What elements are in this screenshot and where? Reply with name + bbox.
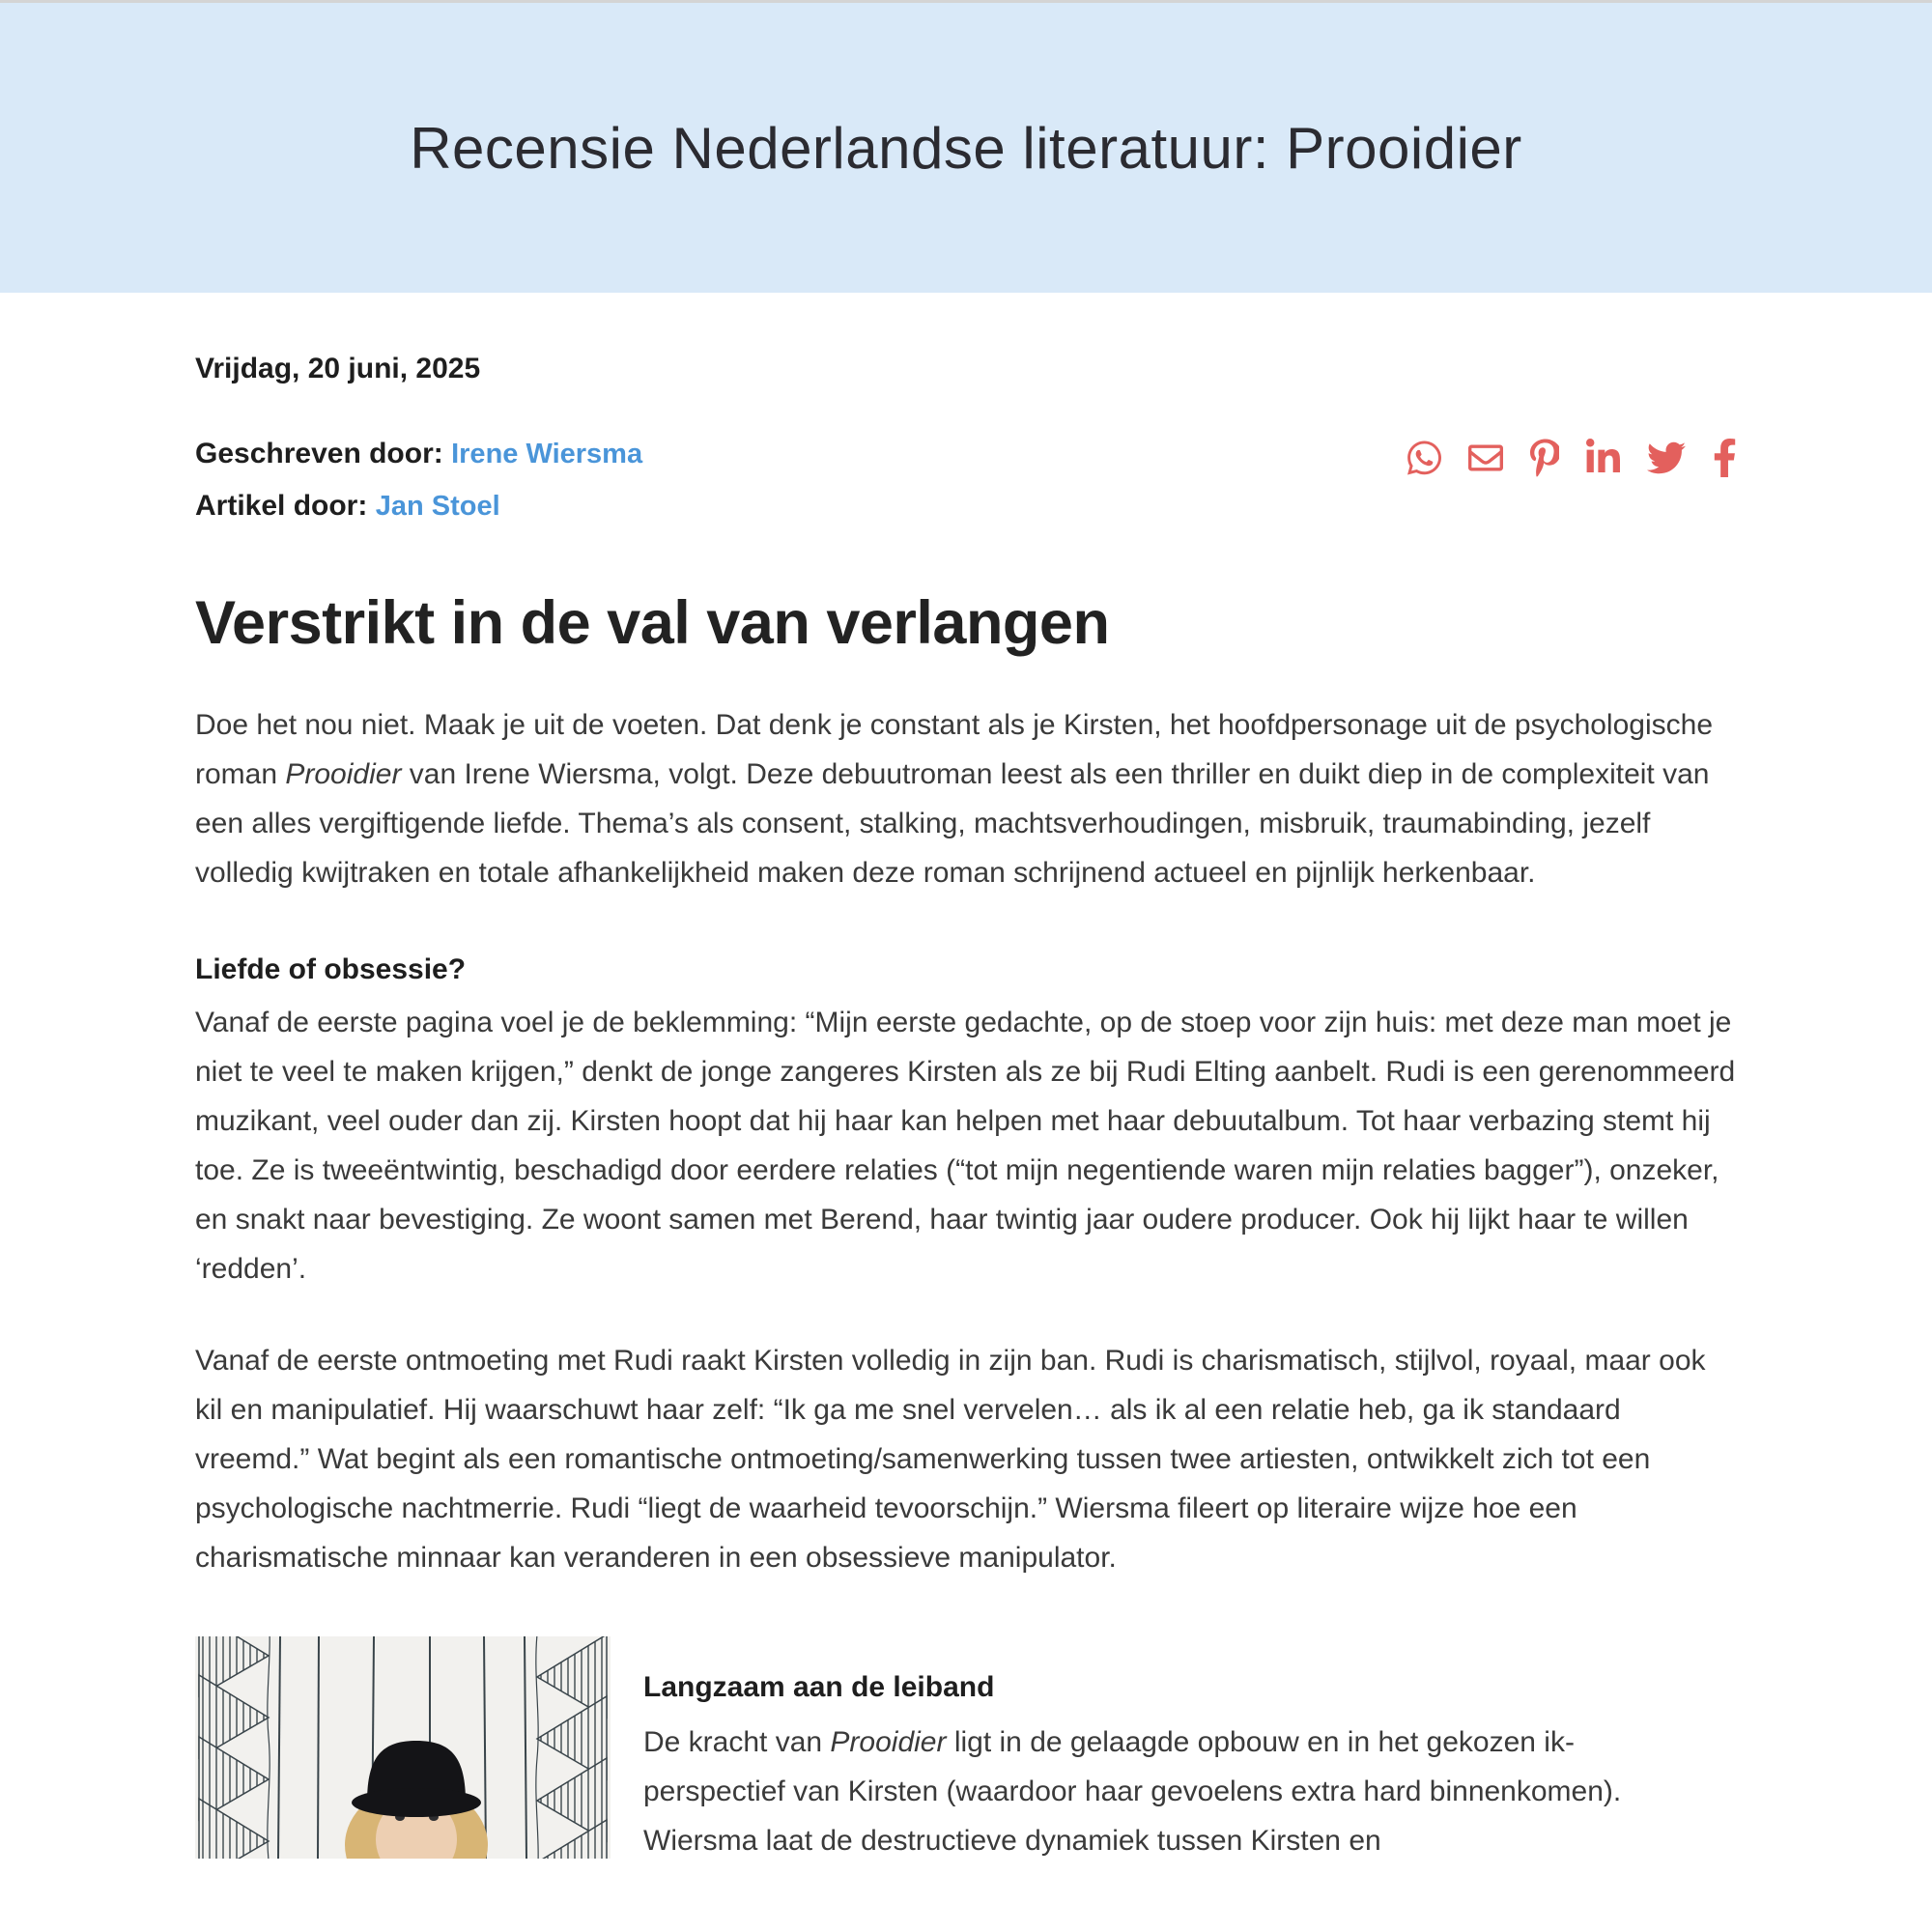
written-by-link[interactable]: Irene Wiersma (451, 439, 643, 469)
intro-paragraph: Doe het nou niet. Maak je uit de voeten. Dat denk je constant als je Kirsten, het hoofdpersonage uit de psychologische roman Prooidier van Irene Wiersma, volgt. Deze debuutroman leest als een thriller en duikt diep in de complexiteit van een alles vergiftigende liefde. Thema’s als consent, stalking, machtsverhoudingen, misbruik, traumabinding, jezelf volledig kwijtraken en totale afhankelijkheid maken deze roman schrijnend actueel en pijnlijk herkenbaar. (195, 709, 1714, 889)
byline (195, 428, 642, 532)
email-icon[interactable] (1468, 438, 1503, 478)
author-photo (195, 1636, 611, 1859)
author-photo-illustration (195, 1636, 611, 1859)
publish-date: Vrijdag, 20 juni, 2025 (195, 353, 481, 384)
page-header-banner (0, 3, 1932, 293)
written-by-label: Geschreven door: (195, 438, 443, 469)
article-by-link[interactable]: Jan Stoel (375, 491, 500, 522)
article-by-label: Artikel door: (195, 490, 368, 522)
facebook-icon[interactable] (1713, 438, 1737, 478)
section1-paragraph: Vanaf de eerste pagina voel je de beklemming: “Mijn eerste gedachte, op de stoep voor zijn huis: met deze man moet je niet te veel te maken krijgen,” denkt de jonge zangeres Kirsten als ze bij Rudi Elting aanbelt. Rudi is een gerenommeerd muzikant, veel ouder dan zij. Kirsten hoopt dat hij haar kan helpen met haar debuutalbum. Tot haar verbazing stemt hij toe. Ze is tweeëntwintig, beschadigd door eerdere relaties (“tot mijn negentiende waren mijn relaties bagger”), onzeker, en snakt naar bevestiging. Ze woont samen met Berend, haar twintig jaar oudere producer. Ook hij lijkt haar te willen ‘redden’. (195, 1007, 1736, 1285)
article-container (195, 293, 1737, 1865)
written-by-line (195, 428, 642, 480)
article-title: Verstrikt in de val van verlangen (195, 589, 1110, 657)
section-langzaam-text (643, 1636, 1629, 1865)
article-by-line (195, 480, 642, 532)
linkedin-icon[interactable] (1586, 438, 1620, 478)
section-heading-liefde: Liefde of obsessie? (195, 953, 467, 985)
whatsapp-icon[interactable] (1407, 438, 1441, 478)
paragraph-rudi: Vanaf de eerste ontmoeting met Rudi raakt Kirsten volledig in zijn ban. Rudi is charismatisch, stijlvol, royaal, maar ook kil en manipulatief. Hij waarschuwt haar zelf: “Ik ga me snel vervelen… als ik al een relatie heb, ga ik standaard vreemd.” Wat begint als een romantische ontmoeting/samenwerking tussen twee artiesten, ontwikkelt zich tot een psychologische nachtmerrie. Rudi “liegt de waarheid tevoorschijn.” Wiersma fileert op literaire wijze hoe een charismatische minnaar kan veranderen in een obsessieve manipulator. (195, 1345, 1706, 1574)
section-langzaam (195, 1636, 1737, 1865)
section2-paragraph: De kracht van Prooidier ligt in de gelaagde opbouw en in het gekozen ik-perspectief van Kirsten (waardoor haar gevoelens extra hard binnenkomen). Wiersma laat de destructieve dynamiek tussen Kirsten en (643, 1726, 1622, 1857)
section-heading-langzaam: Langzaam aan de leiband (643, 1671, 995, 1703)
page-title: Recensie Nederlandse literatuur: Prooidier (410, 115, 1522, 181)
byline-row (195, 428, 1737, 532)
share-bar (1407, 438, 1737, 478)
twitter-icon[interactable] (1647, 438, 1686, 478)
pinterest-icon[interactable] (1530, 438, 1559, 478)
